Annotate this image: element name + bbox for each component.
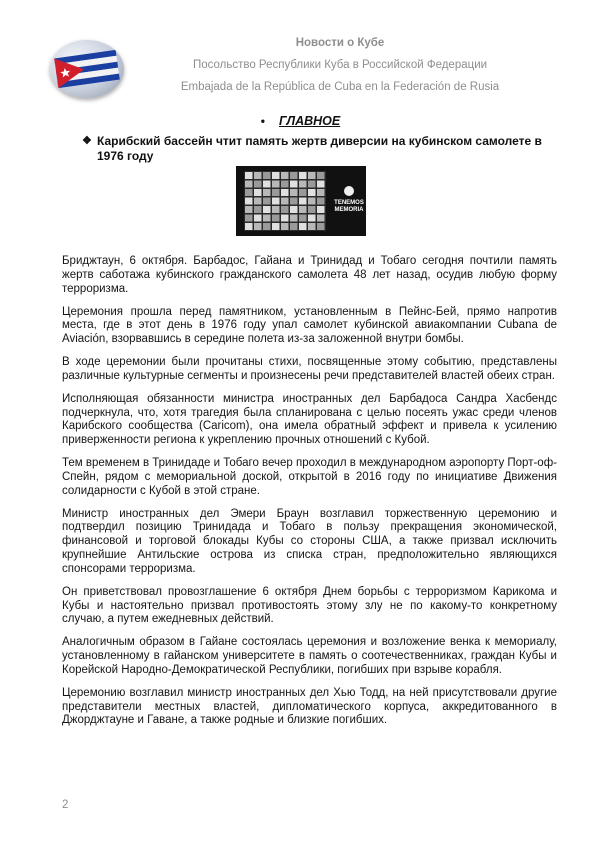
bullet-icon: • [260,114,265,128]
article-image [236,166,366,236]
article-headline [82,134,564,164]
cuba-flag-logo [50,40,124,98]
article-paragraph: Аналогичным образом в Гайане состоялась церемония и возложение венка к мемориалу, установленному в гайанском университете в память о соотечественниках, граждан Кубы и Корейской Народно-Демократической Республики, погибших при взрыве корабля. [62,636,557,676]
document-header [130,32,550,98]
article-paragraph: Тем временем в Тринидаде и Тобаго вечер проходил в международном аэропорту Порт-оф-Спейн, рядом с мемориальной доской, открытой в 2016 году по инициативе Движения солидарности с Кубой в этой стране. [62,457,557,497]
page-number: 2 [62,799,69,811]
header-embassy-ru: Посольство Республики Куба в Российской Федерации [192,59,488,71]
article-paragraph: Министр иностранных дел Эмери Браун возглавил торжественную церемонию и подтвердил позицию Тринидада и Тобаго в пользу прекращения экономической, финансовой и торговой блокады Кубы со стороны США, а также призвал исключить крупнейшие Антильские острова из списка стран, предположительно являющихся спонсорами терроризма. [62,507,557,575]
section-heading [0,112,601,130]
article-paragraph: В ходе церемонии были прочитаны стихи, посвященные этому событию, представлены различные культурные сегменты и произнесены речи представителей властей обеих стран. [62,356,557,382]
article-body [62,255,557,737]
header-embassy-es: Embajada de la República de Cuba en la Federación de Rusia [180,81,500,93]
cuba-flag-icon [50,40,124,98]
article-paragraph: Церемонию возглавил министр иностранных дел Хью Тодд, на ней присутствовали другие представители местных властей, дипломатического корпуса, аккредитованного в Джорджтауне и Гаване, а также родные и близкие погибших. [62,686,557,727]
diamond-bullet-icon: ❖ [82,135,92,147]
article-paragraph: Он приветствовал провозглашение 6 октября Днем борьбы с терроризмом Карикома и Кубы и настоятельно призвал противостоять этому злу не по какому-то конкретному случаю, а путем ежедневных действий. [62,585,557,626]
article-paragraph: Бриджтаун, 6 октября. Барбадос, Гайана и Тринидад и Тобаго сегодня почтили память жертв саботажа кубинского гражданского самолета 48 лет назад, осудив любую форму терроризма. [62,255,557,295]
article-paragraph: Исполняющая обязанности министра иностранных дел Барбадоса Сандра Хасбендс подчеркнула, что, хотя трагедия была спланирована с целью посеять ужас среди членов Карибского сообщества (Caricom), она имела обратный эффект и привела к усилению приверженности региона к укреплению прочных отношений с Кубой. [62,392,557,447]
memory-badge-icon [344,186,354,196]
section-label: ГЛАВНОЕ [278,114,341,128]
article-paragraph: Церемония прошла перед памятником, установленным в Пейнс-Бей, прямо напротив места, где в этот день в 1976 году упал самолет кубинской авиакомпании Cubana de Aviación, взорвавшись в середине полета из-за заложенной внутри бомбы. [62,305,557,346]
image-caption: TENEMOS MEMORIA [334,200,364,213]
headline-text: Карибский бассейн чтит память жертв диверсии на кубинском самолете в 1976 году [97,134,542,163]
header-title: Новости о Кубе [295,37,385,49]
victims-portraits-image [244,171,326,231]
